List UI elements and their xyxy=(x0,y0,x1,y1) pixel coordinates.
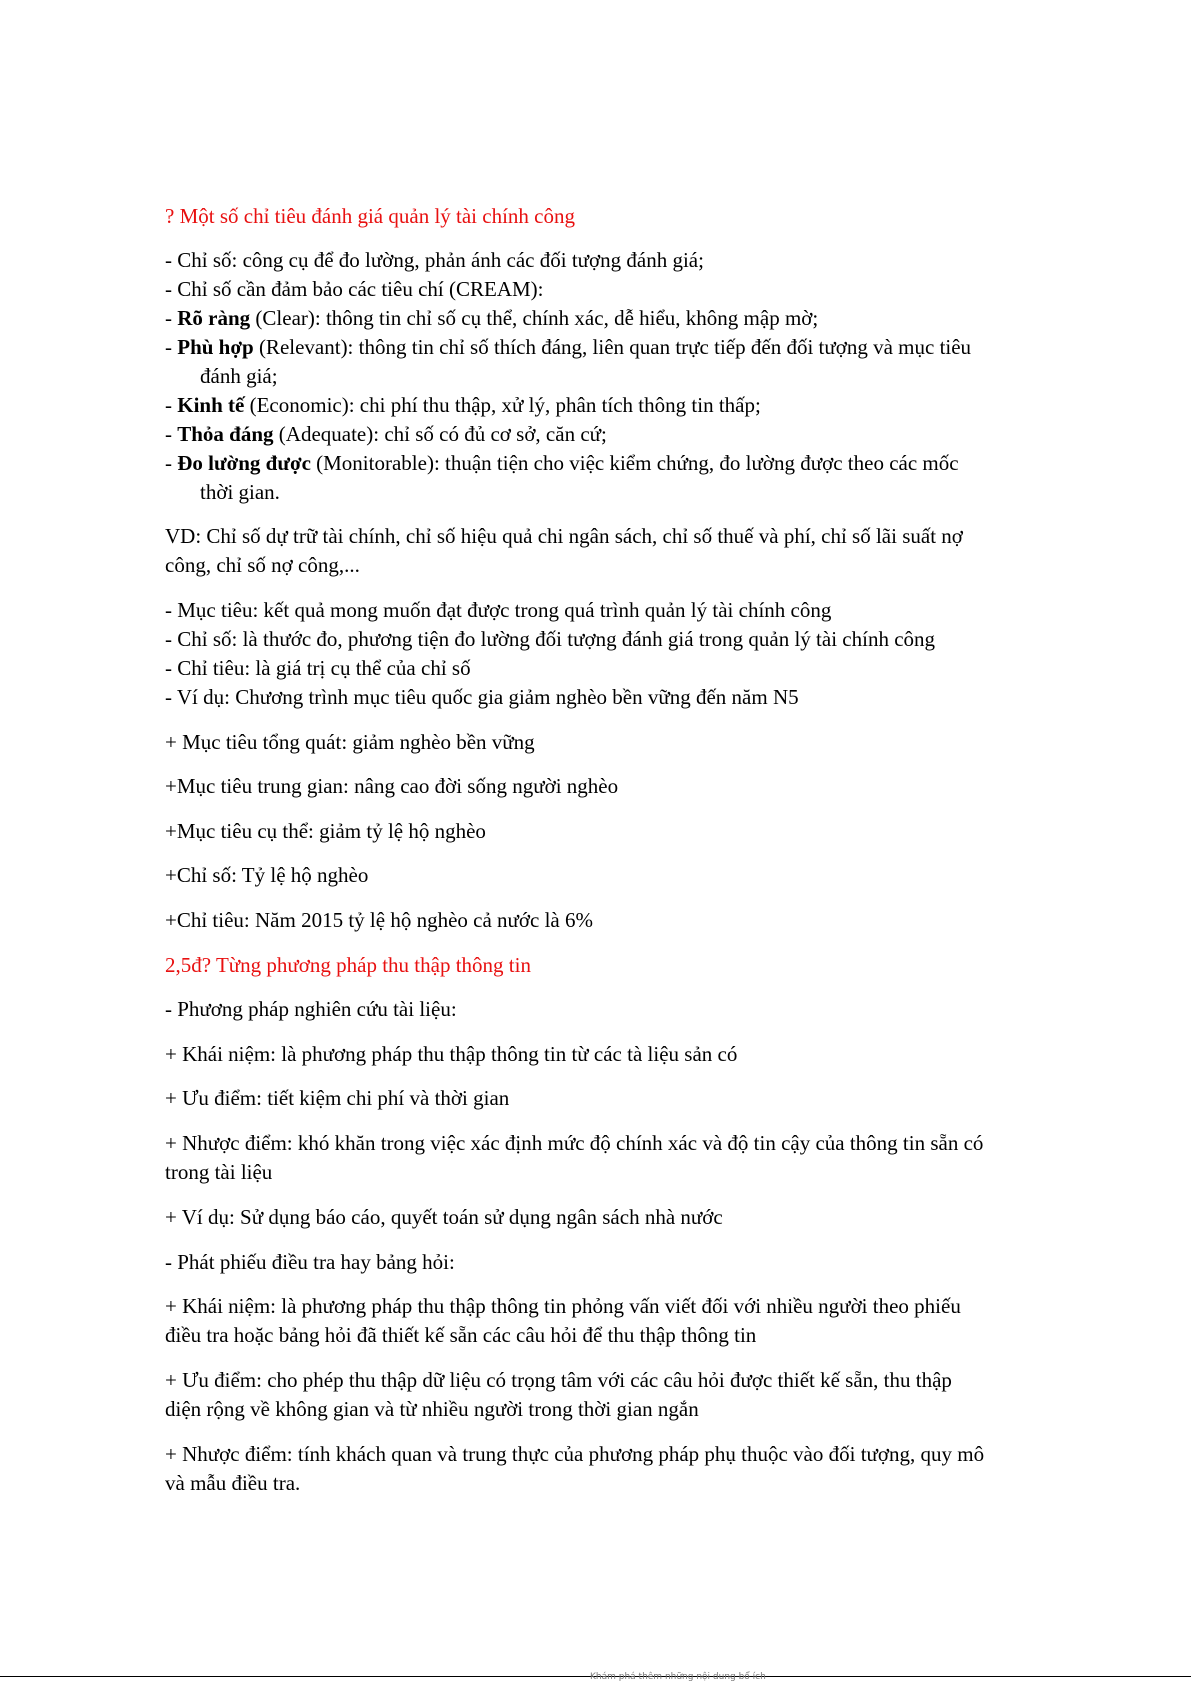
goal-indicator: +Chỉ số: Tỷ lệ hộ nghèo xyxy=(165,863,369,887)
criterion-term: Phù hợp xyxy=(177,335,254,359)
method-survey-concept-1: + Khái niệm: là phương pháp thu thập thông tin phỏng vấn viết đối với nhiều người theo phiếu xyxy=(165,1294,961,1318)
indicator-definition: - Chỉ số: công cụ để đo lường, phản ánh các đối tượng đánh giá; xyxy=(165,248,704,272)
example-line-1: VD: Chỉ số dự trữ tài chính, chỉ số hiệu quả chi ngân sách, chỉ số thuế và phí, chỉ số lãi suất nợ xyxy=(165,524,963,548)
criterion-term: Kinh tế xyxy=(177,393,245,417)
footer-text: Khám phá thêm những nội dung bổ ích xyxy=(590,1672,766,1682)
criterion-term: Rõ ràng xyxy=(177,306,251,330)
method-survey-cons-1: + Nhược điểm: tính khách quan và trung thực của phương pháp phụ thuộc vào đối tượng, quy mô xyxy=(165,1442,985,1466)
method-survey-title: - Phát phiếu điều tra hay bảng hỏi: xyxy=(165,1250,455,1274)
def-example: - Ví dụ: Chương trình mục tiêu quốc gia giảm nghèo bền vững đến năm N5 xyxy=(165,685,799,709)
def-goal: - Mục tiêu: kết quả mong muốn đạt được trong quá trình quản lý tài chính công xyxy=(165,598,832,622)
criterion-term: Thỏa đáng xyxy=(177,422,274,446)
criterion-adequate: - Thỏa đáng (Adequate): chỉ số có đủ cơ sở, căn cứ; xyxy=(165,422,607,446)
method-survey-cons-2: và mẫu điều tra. xyxy=(165,1471,301,1495)
method-document-example: + Ví dụ: Sử dụng báo cáo, quyết toán sử dụng ngân sách nhà nước xyxy=(165,1205,723,1229)
def-indicator: - Chỉ số: là thước đo, phương tiện đo lường đối tượng đánh giá trong quản lý tài chính công xyxy=(165,627,936,651)
section-heading-indicators: ? Một số chỉ tiêu đánh giá quản lý tài chính công xyxy=(165,204,575,228)
method-survey-pros-2: diện rộng về không gian và từ nhiều người trong thời gian ngắn xyxy=(165,1397,699,1421)
goal-general: + Mục tiêu tổng quát: giảm nghèo bền vững xyxy=(165,730,535,754)
method-document-title: - Phương pháp nghiên cứu tài liệu: xyxy=(165,997,457,1021)
def-target: - Chỉ tiêu: là giá trị cụ thể của chỉ số xyxy=(165,656,471,680)
method-document-cons-1: + Nhược điểm: khó khăn trong việc xác định mức độ chính xác và độ tin cậy của thông tin sẵn có xyxy=(165,1131,984,1155)
criterion-term: Đo lường được xyxy=(177,451,311,475)
cream-criteria-intro: - Chỉ số cần đảm bảo các tiêu chí (CREAM): xyxy=(165,277,544,301)
criterion-monitorable-cont: thời gian. xyxy=(200,480,280,504)
goal-target: +Chỉ tiêu: Năm 2015 tỷ lệ hộ nghèo cả nước là 6% xyxy=(165,908,593,932)
method-survey-pros-1: + Ưu điểm: cho phép thu thập dữ liệu có trọng tâm với các câu hỏi được thiết kế sẵn, thu thập xyxy=(165,1368,952,1392)
goal-intermediate: +Mục tiêu trung gian: nâng cao đời sống người nghèo xyxy=(165,774,619,798)
example-line-2: công, chỉ số nợ công,... xyxy=(165,553,360,577)
goal-specific: +Mục tiêu cụ thể: giảm tỷ lệ hộ nghèo xyxy=(165,819,486,843)
method-document-concept: + Khái niệm: là phương pháp thu thập thông tin từ các tà liệu sản có xyxy=(165,1042,738,1066)
criterion-economic: - Kinh tế (Economic): chi phí thu thập, xử lý, phân tích thông tin thấp; xyxy=(165,393,761,417)
section-heading-methods: 2,5đ? Từng phương pháp thu thập thông tin xyxy=(165,953,531,977)
criterion-relevant-cont: đánh giá; xyxy=(200,364,278,388)
method-survey-concept-2: điều tra hoặc bảng hỏi đã thiết kế sẵn các câu hỏi để thu thập thông tin xyxy=(165,1323,757,1347)
criterion-relevant: - Phù hợp (Relevant): thông tin chỉ số thích đáng, liên quan trực tiếp đến đối tượng và mục tiêu xyxy=(165,335,972,359)
criterion-monitorable: - Đo lường được (Monitorable): thuận tiện cho việc kiểm chứng, đo lường được theo các mốc xyxy=(165,451,959,475)
method-document-cons-2: trong tài liệu xyxy=(165,1160,273,1184)
criterion-clear: - Rõ ràng (Clear): thông tin chỉ số cụ thể, chính xác, dễ hiểu, không mập mờ; xyxy=(165,306,819,330)
method-document-pros: + Ưu điểm: tiết kiệm chi phí và thời gian xyxy=(165,1086,510,1110)
